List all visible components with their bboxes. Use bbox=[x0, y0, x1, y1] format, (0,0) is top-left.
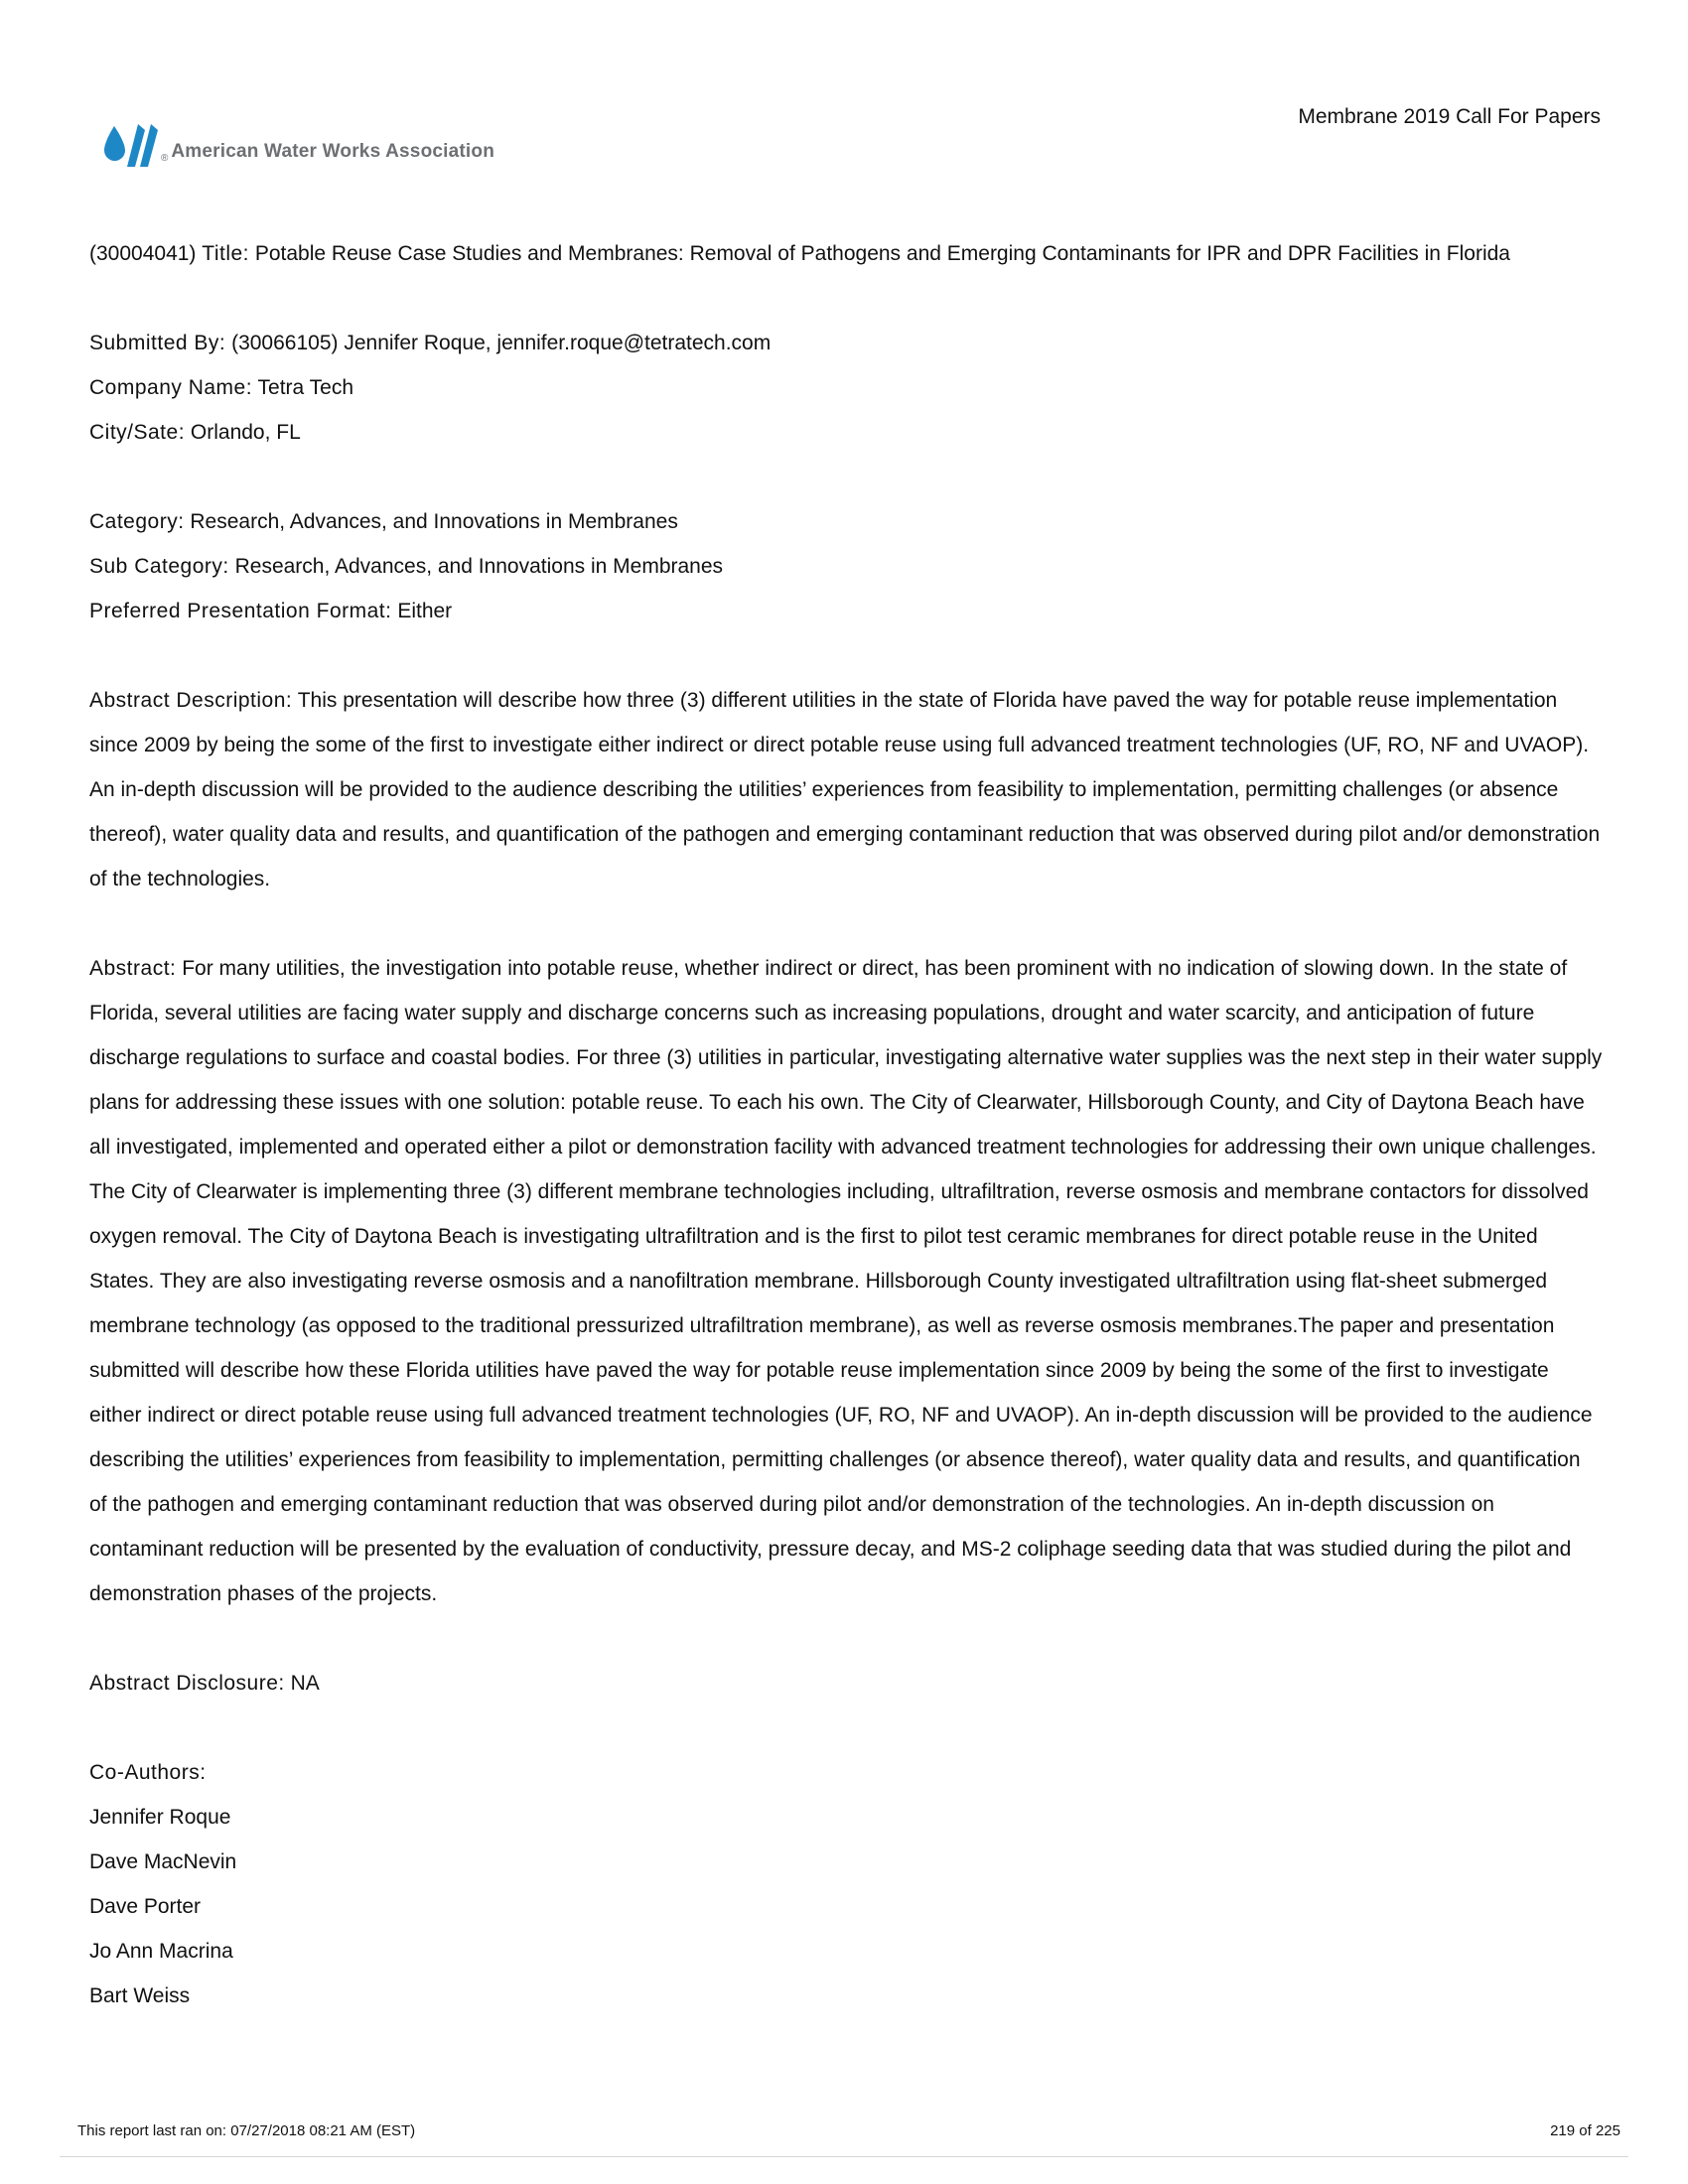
awwa-logo-text: American Water Works Association bbox=[171, 141, 494, 162]
abstract-disclosure-label: Abstract Disclosure: bbox=[89, 1672, 285, 1695]
report-title: Membrane 2019 Call For Papers bbox=[1298, 105, 1601, 128]
abstract-label: Abstract: bbox=[89, 957, 177, 980]
abstract-description-label: Abstract Description: bbox=[89, 689, 293, 712]
report-footer bbox=[77, 2122, 1620, 2139]
footer-last-ran: This report last ran on: 07/27/2018 08:21 AM (EST) bbox=[77, 2122, 416, 2139]
coauthor-name: Bart Weiss bbox=[89, 1984, 191, 2007]
presentation-format-line bbox=[89, 589, 1603, 633]
title-block bbox=[89, 231, 1603, 276]
coauthor-name: Dave MacNevin bbox=[89, 1850, 237, 1873]
awwa-logo-icon bbox=[101, 121, 159, 167]
sub-category-label: Sub Category: bbox=[89, 555, 229, 578]
coauthors-block bbox=[89, 1750, 1603, 2018]
city-state-line bbox=[89, 410, 1603, 455]
submission-id: (30004041) bbox=[89, 242, 197, 265]
coauthor-name: Jennifer Roque bbox=[89, 1806, 231, 1829]
category-line bbox=[89, 499, 1603, 544]
submitted-by-value: (30066105) Jennifer Roque, jennifer.roque@tetratech.com bbox=[231, 332, 772, 354]
submitter-block bbox=[89, 321, 1603, 455]
company-name-line bbox=[89, 365, 1603, 410]
submitted-by-line bbox=[89, 321, 1603, 365]
sub-category-value: Research, Advances, and Innovations in Membranes bbox=[234, 555, 724, 578]
coauthors-label: Co-Authors: bbox=[89, 1761, 207, 1784]
category-block bbox=[89, 499, 1603, 633]
presentation-format-value: Either bbox=[397, 600, 453, 622]
company-name-value: Tetra Tech bbox=[257, 376, 354, 399]
abstract-block bbox=[89, 946, 1603, 1616]
registered-trademark: ® bbox=[161, 153, 169, 164]
abstract-disclosure-value: NA bbox=[290, 1672, 320, 1695]
presentation-format-label: Preferred Presentation Format: bbox=[89, 600, 392, 622]
awwa-logo bbox=[101, 119, 494, 167]
title-value: Potable Reuse Case Studies and Membranes: Removal of Pathogens and Emerging Contaminants for IPR and DPR Facilities in Florida bbox=[254, 242, 1510, 265]
coauthor-name: Jo Ann Macrina bbox=[89, 1940, 233, 1963]
abstract-description-block bbox=[89, 678, 1603, 901]
report-body bbox=[89, 231, 1603, 2018]
footer-rule bbox=[60, 2156, 1628, 2157]
title-label: Title: bbox=[202, 242, 249, 265]
category-value: Research, Advances, and Innovations in Membranes bbox=[190, 510, 678, 533]
city-state-label: City/Sate: bbox=[89, 421, 186, 444]
abstract-disclosure-block bbox=[89, 1661, 1603, 1706]
submitted-by-label: Submitted By: bbox=[89, 332, 226, 354]
sub-category-line bbox=[89, 544, 1603, 589]
company-name-label: Company Name: bbox=[89, 376, 253, 399]
water-drop-icon bbox=[104, 126, 125, 161]
abstract-value: For many utilities, the investigation into potable reuse, whether indirect or direct, has been prominent with no indication of slowing down. In the state of Florida, several utilities are facing water supply and discharge concerns such as increasing populations, drought and water scarcity, and anticipation of future discharge regulations to surface and coastal bodies. For three (3) utilities in particular, investigating alternative water supplies was the next step in their water supply plans for addressing these issues with one solution: potable reuse. To each his own. The City of Clearwater, Hillsborough County, and City of Daytona Beach have all investigated, implemented and operated either a pilot or demonstration facility with advanced treatment technologies for addressing their own unique challenges. The City of Clearwater is implementing three (3) different membrane technologies including, ultrafiltration, reverse osmosis and membrane contactors for dissolved oxygen removal. The City of Daytona Beach is investigating ultrafiltration and is the first to pilot test ceramic membranes for direct potable reuse in the United States. They are also investigating reverse osmosis and a nanofiltration membrane. Hillsborough County investigated ultrafiltration using flat-sheet submerged membrane technology (as opposed to the traditional pressurized ultrafiltration membrane), as well as reverse osmosis membranes.The paper and presentation submitted will describe how these Florida utilities have paved the way for potable reuse implementation since 2009 by being the some of the first to investigate either indirect or direct potable reuse using full advanced treatment technologies (UF, RO, NF and UVAOP). An in-depth discussion will be provided to the audience describing the utilities’ experiences from feasibility to implementation, permitting challenges (or absence thereof), water quality data and results, and quantification of the pathogen and emerging contaminant reduction that was observed during pilot and/or demonstration of the technologies. An in-depth discussion on contaminant reduction will be presented by the evaluation of conductivity, pressure decay, and MS-2 coliphage seeding data that was studied during the pilot and demonstration phases of the projects. bbox=[89, 957, 1603, 1605]
category-label: Category: bbox=[89, 510, 185, 533]
abstract-description-value: This presentation will describe how three (3) different utilities in the state of Florida have paved the way for potable reuse implementation since 2009 by being the some of the first to investigate either indirect or direct potable reuse using full advanced treatment technologies (UF, RO, NF and UVAOP). An in-depth discussion will be provided to the audience describing the utilities’ experiences from feasibility to implementation, permitting challenges (or absence thereof), water quality data and results, and quantification of the pathogen and emerging contaminant reduction that was observed during pilot and/or demonstration of the technologies. bbox=[89, 689, 1601, 890]
coauthor-name: Dave Porter bbox=[89, 1895, 202, 1918]
city-state-value: Orlando, FL bbox=[190, 421, 301, 444]
footer-page-number: 219 of 225 bbox=[1550, 2122, 1620, 2139]
